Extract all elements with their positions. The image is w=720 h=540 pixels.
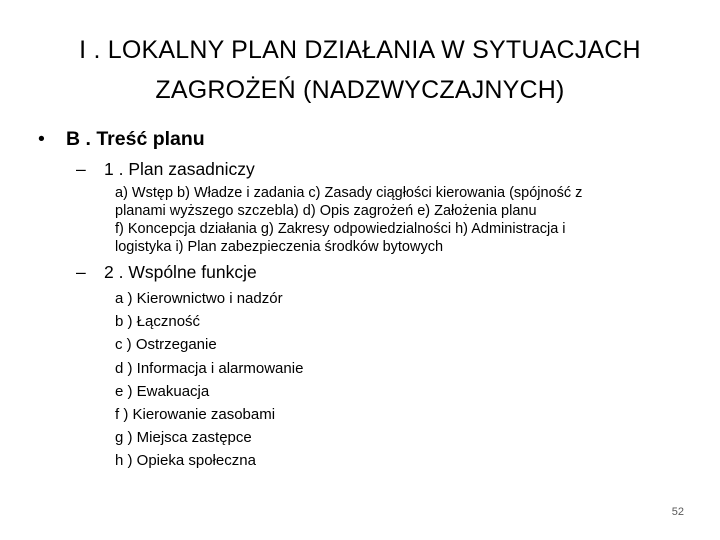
- list-item: b ) Łączność: [115, 313, 201, 331]
- list-item: c ) Ostrzeganie: [115, 336, 217, 354]
- list-item: e ) Ewakuacja: [115, 382, 210, 400]
- section-heading-text: B . Treść planu: [66, 128, 205, 150]
- slide-title-line: ZAGROŻEŃ (NADZWYCZAJNYCH): [155, 76, 565, 104]
- dash-icon: –: [76, 159, 86, 179]
- list-item: f ) Kierowanie zasobami: [115, 406, 276, 424]
- bullet-icon: •: [38, 128, 45, 150]
- slide-title: [40, 30, 680, 110]
- subsection-heading-plan-zasadniczy: [76, 159, 255, 180]
- plan-contents-paragraph: [115, 184, 675, 256]
- slide-title-line: I . LOKALNY PLAN DZIAŁANIA W SYTUACJACH: [79, 36, 641, 64]
- subsection-heading-text: 1 . Plan zasadniczy: [104, 159, 255, 179]
- subsection-heading-wspolne-funkcje: [76, 262, 257, 283]
- common-functions-list: [115, 287, 303, 473]
- section-heading: [38, 128, 205, 151]
- list-item: g ) Miejsca zastępce: [115, 429, 252, 447]
- paragraph-line: a) Wstęp b) Władze i zadania c) Zasady ciągłości kierowania (spójność z: [115, 185, 583, 201]
- list-item: a ) Kierownictwo i nadzór: [115, 290, 283, 307]
- paragraph-line: f) Koncepcja działania g) Zakresy odpowiedzialności h) Administracja i: [115, 221, 566, 237]
- list-item: d ) Informacja i alarmowanie: [115, 359, 304, 377]
- dash-icon: –: [76, 262, 86, 282]
- list-item: h ) Opieka społeczna: [115, 452, 256, 470]
- subsection-heading-text: 2 . Wspólne funkcje: [104, 262, 257, 282]
- paragraph-line: planami wyższego szczebla) d) Opis zagrożeń e) Założenia planu: [115, 203, 537, 219]
- page-number: 52: [671, 506, 684, 518]
- paragraph-line: logistyka i) Plan zabezpieczenia środków bytowych: [115, 239, 444, 255]
